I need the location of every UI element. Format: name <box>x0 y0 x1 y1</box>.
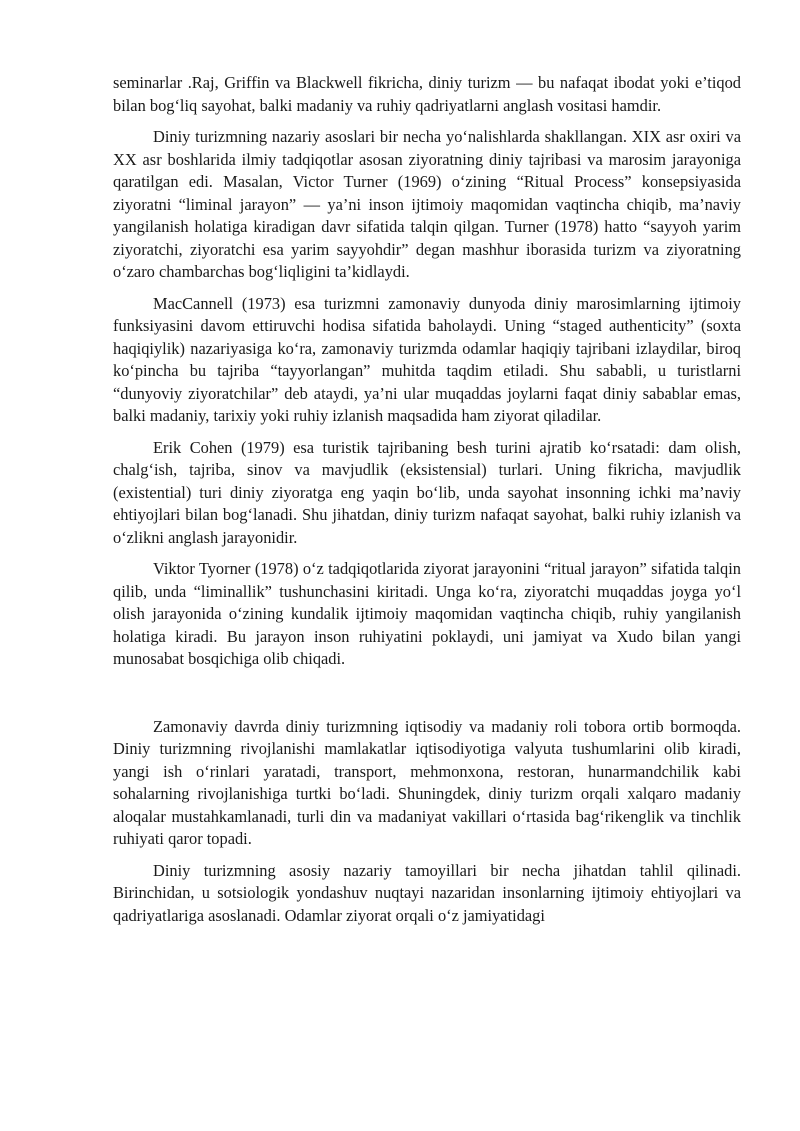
paragraph-maccannell: MacCannell (1973) esa turizmni zamonaviy dunyoda diniy marosimlarning ijtimoiy funksiyasini davom ettiruvchi hodisa sifatida baholaydi. Uning “staged authenticity” (soxta haqiqiylik) nazariyasiga ko‘ra, zamonaviy turizmda odamlar haqiqiy tajribani izlaydilar, biroq ko‘pincha bu tajriba “tayyorlangan” muhitda taqdim etiladi. Shu sababli, u turistlarni “dunyoviy ziyoratchilar” deb ataydi, ya’ni ular muqaddas joylarni faqat diniy sabablar emas, balki madaniy, tarixiy yoki ruhiy izlanish maqsadida ham ziyorat qiladilar. <box>113 293 741 425</box>
section-gap <box>113 680 741 716</box>
paragraph-cohen: Erik Cohen (1979) esa turistik tajribaning besh turini ajratib ko‘rsatadi: dam olish, chalg‘ish, tajriba, sinov va mavjudlik (eksistensial) turlari. Uning fikricha, mavjudlik (existential) turi diniy ziyoratga eng yaqin bo‘lib, unda sayohat insonning ichki ma’naviy ehtiyojlari bilan bog‘lanadi. Shu jihatdan, diniy turizm nafaqat sayohat, balki ruhiy izlanish va o‘zlikni anglash jarayonidir. <box>113 437 741 547</box>
paragraph-modern-role: Zamonaviy davrda diniy turizmning iqtisodiy va madaniy roli tobora ortib bormoqda. Diniy turizmning rivojlanishi mamlakatlar iqtisodiyotiga valyuta tushumlarini olib kiradi, yangi ish o‘rinlari yaratadi, transport, mehmonxona, restoran, hunarmandchilik kabi sohalarning rivojlanishiga turtki bo‘ladi. Shuningdek, diniy turizm orqali xalqaro madaniy aloqalar mustahkamlanadi, turli din va madaniyat vakillari o‘rtasida bag‘rikenglik va tinchlik ruhiyati qaror topadi. <box>113 716 741 848</box>
paragraph-theoretical-foundations: Diniy turizmning nazariy asoslari bir necha yo‘nalishlarda shakllangan. XIX asr oxiri va XX asr boshlarida ilmiy tadqiqotlar asosan ziyoratning diniy tajribasi va marosim jarayoniga qaratilgan edi. Masalan, Victor Turner (1969) o‘zining “Ritual Process” konsepsiyasida ziyoratni “liminal jarayon” — ya’ni inson ijtimoiy maqomidan vaqtincha chiqib, ma’naviy yangilanish holatiga kiradigan davr sifatida talqin qilgan. Turner (1978) hatto “sayyoh yarim ziyoratchi, ziyoratchi esa yarim sayyohdir” degan mashhur iborasida turizm va ziyoratning o‘zaro chambarchas bog‘liqligini ta’kidlaydi. <box>113 127 741 281</box>
paragraph-principles: Diniy turizmning asosiy nazariy tamoyillari bir necha jihatdan tahlil qilinadi. Birinchidan, u sotsiologik yondashuv nuqtayi nazaridan insonlarning ijtimoiy ehtiyojlari va qadriyatlariga asoslanadi. Odamlar ziyorat orqali o‘z jamiyatidagi <box>113 860 741 925</box>
document-page <box>113 72 741 936</box>
paragraph-tyorner: Viktor Tyorner (1978) o‘z tadqiqotlarida ziyorat jarayonini “ritual jarayon” sifatida talqin qilib, unda “liminallik” tushunchasini kiritadi. Unga ko‘ra, ziyoratchi muqaddas joyga yo‘l olish jarayonida o‘zining kundalik ijtimoiy maqomidan vaqtincha chiqib, ruhiy yangilanish holatiga kiradi. Bu jarayon inson ruhiyatini poklaydi, uni jamiyat va Xudo bilan yangi munosabat bosqichiga olib chiqadi. <box>113 559 741 668</box>
paragraph-continuation: seminarlar .Raj, Griffin va Blackwell fikricha, diniy turizm — bu nafaqat ibodat yoki e’tiqod bilan bog‘liq sayohat, balki madaniy va ruhiy qadriyatlarni anglash vositasi hamdir. <box>113 73 741 115</box>
